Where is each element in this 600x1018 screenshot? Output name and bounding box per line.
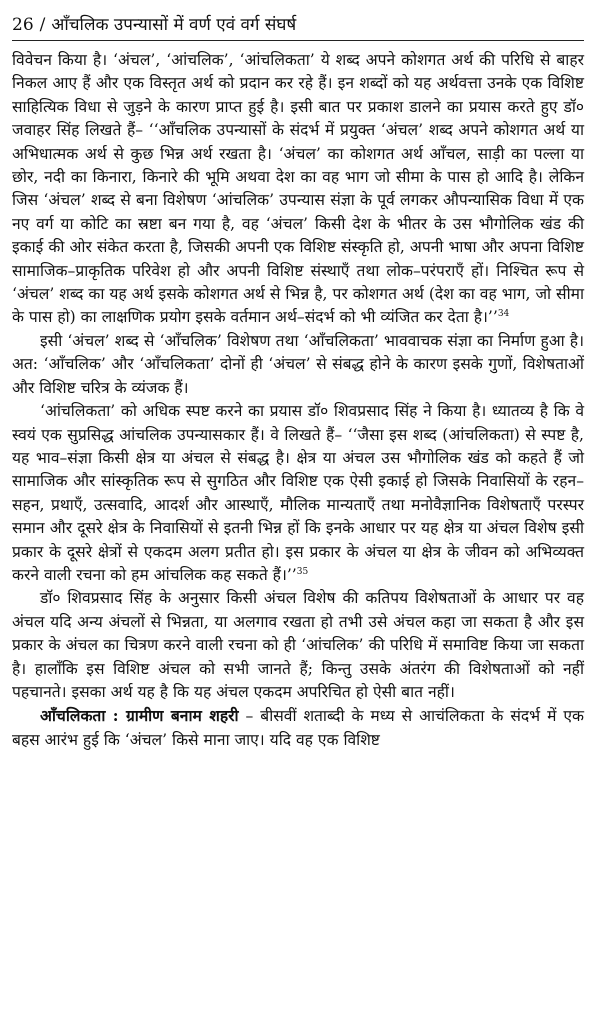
running-header	[12, 14, 584, 41]
paragraph-text: ‘आंचलिकता’ को अधिक स्पष्ट करने का प्रयास डॉ० शिवप्रसाद सिंह ने किया है। ध्यातव्य है कि वे स्वयं एक सुप्रसिद्ध आंचलिक उपन्यासकार हैं। वे लिखते हैं– ‘‘जैसा इस शब्द (आंचलिकता) से स्पष्ट है, यह भाव–संज्ञा किसी क्षेत्र या अंचल से संबद्ध है। क्षेत्र या अंचल उस भौगोलिक खंड को कहते हैं जो सामाजिक और सांस्कृतिक रूप से सुगठित और विशिष्ट एक ऐसी इकाई हो जिसके निवासियों के रहन–सहन, प्रथाएँ, उत्सवादि, आदर्श और आस्थाएँ, मौलिक मान्यताएँ तथा मनोवैज्ञानिक विशेषताएँ परस्पर समान और दूसरे क्षेत्र के निवासियों से इतनी भिन्न हों कि इनके आधार पर यह क्षेत्र या अंचल विशेष इसी प्रकार के दूसरे क्षेत्रों से एकदम अलग प्रतीत हो। इस प्रकार के अंचल या क्षेत्र के जीवन को अभिव्यक्त करने वाली रचना को हम आंचलिक कह सकते हैं।’’	[12, 402, 584, 584]
paragraph-4	[12, 587, 584, 704]
paragraph-text: इसी ‘अंचल’ शब्द से ‘आँचलिक’ विशेषण तथा ‘आँचलिकता’ भाववाचक संज्ञा का निर्माण हुआ है। अत: ‘आँचलिक’ और ‘आँचलिकता’ दोनों ही ‘अंचल’ से संबद्ध होने के कारण इसके गुणों, विशेषताओं और विशिष्ट चरित्र के व्यंजक हैं।	[12, 331, 584, 397]
paragraph-3	[12, 400, 584, 587]
footnote-ref: 35	[296, 566, 309, 577]
page-body	[12, 49, 584, 752]
book-title: आँचलिक उपन्यासों में वर्ण एवं वर्ग संघर्ष	[51, 15, 297, 35]
page-number: 26	[12, 15, 34, 35]
paragraph-2	[12, 330, 584, 400]
header-separator: /	[39, 15, 46, 35]
paragraph-1	[12, 49, 584, 330]
footnote-ref: 34	[497, 309, 510, 320]
paragraph-text: – बीसवीं शताब्दी के मध्य से आचंलिकता के संदर्भ में एक बहस आरंभ हुई कि ‘अंचल’ किसे माना जाए। यदि वह एक विशिष्ट	[12, 707, 584, 749]
paragraph-5	[12, 704, 584, 752]
section-heading: आँचलिकता : ग्रामीण बनाम शहरी	[40, 706, 239, 726]
paragraph-text: विवेचन किया है। ‘अंचल’, ‘आंचलिक’, ‘आंचलिकता’ ये शब्द अपने कोशगत अर्थ की परिधि से बाहर निकल आए हैं और एक विस्तृत अर्थ को प्रदान कर रहे हैं। इन शब्दों को यह अर्थवत्ता उनके एक विशिष्ट साहित्यिक विधा से जुड़ने के कारण प्राप्त हुई है। इसी बात पर प्रकाश डालने का प्रयास करते हुए डॉ० जवाहर सिंह लिखते हैं– ‘‘आँचलिक उपन्यासों के संदर्भ में प्रयुक्त ‘अंचल’ शब्द अपने कोशगत अर्थ या अभिधात्मक अर्थ से कुछ भिन्न अर्थ रखता है। ‘अंचल’ का कोशगत अर्थ आँचल, साड़ी का पल्ला या छोर, नदी का किनारा, किनारे की भूमि अथवा देश का वह भाग जो सीमा के पास हो आदि है। लेकिन जिस ‘अंचल’ शब्द से बना विशेषण ‘आंचलिक’ उपन्यास संज्ञा के पूर्व लगकर औपन्यासिक विधा में एक नए वर्ग या कोटि का स्रष्टा बन गया है, वह ‘अंचल’ किसी देश के भीतर के उस भौगोलिक खंड की इकाई की ओर संकेत करता है, जिसकी अपनी एक विशिष्ट संस्कृति हो, अपनी भाषा और अपना विशिष्ट सामाजिक–प्राकृतिक परिवेश हो और अपनी विशिष्ट संस्थाएँ तथा लोक–परंपराएँ हों। निश्चित रूप से ‘अंचल’ शब्द का यह अर्थ इसके कोशगत अर्थ से भिन्न है, पर कोशगत अर्थ (देश का वह भाग, जो सीमा के पास हो) का लाक्षणिक प्रयोग इसके वर्तमान अर्थ–संदर्भ को भी व्यंजित कर देता है।’’	[12, 51, 584, 327]
paragraph-text: डॉ० शिवप्रसाद सिंह के अनुसार किसी अंचल विशेष की कतिपय विशेषताओं के आधार पर वह अंचल यदि अन्य अंचलों से भिन्नता, या अलगाव रखता हो तभी उसे अंचल कहा जा सकता है और इस प्रकार के अंचल का चित्रण करने वाली रचना को ही ‘आंचलिक’ की परिधि में समाविष्ट किया जा सकता है। हालाँकि इस विशिष्ट अंचल को सभी जानते हैं; किन्तु उसके अंतरंग की विशेषताओं को नहीं पहचानते। इसका अर्थ यह है कि यह अंचल एकदम अपरिचित हो ऐसी बात नहीं।	[12, 589, 584, 701]
